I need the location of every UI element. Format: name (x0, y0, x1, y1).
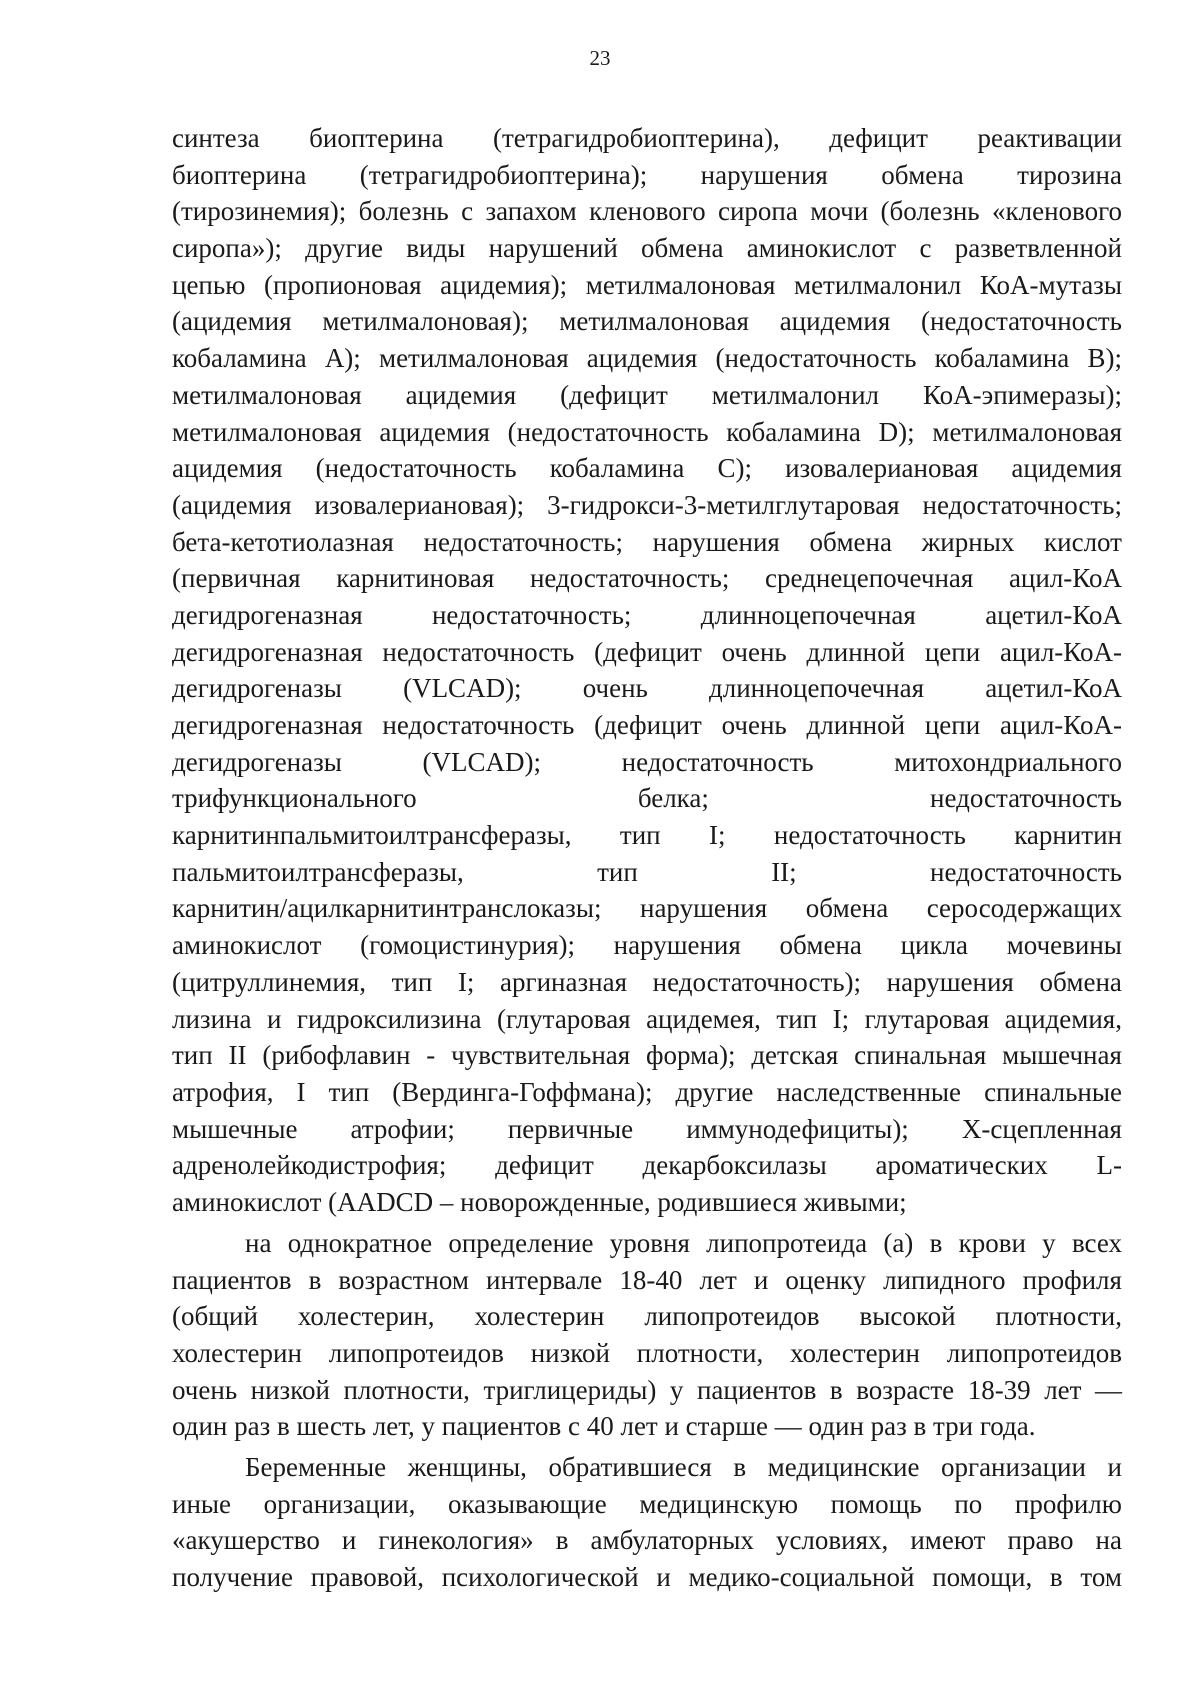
text-line (172, 1111, 1122, 1148)
text-word: недостаточность (621, 746, 814, 777)
text-line: один раз в шесть лет, у пациентов с 40 лет и старше — один раз в три года. (172, 1411, 1036, 1442)
text-word: холестерин (474, 1301, 605, 1332)
text-word: аминокислот (172, 930, 322, 961)
text-word: запахом (485, 196, 577, 227)
text-word: (Вердинга-Гоффмана); (392, 1076, 653, 1107)
text-word: метилмалоновая); (322, 306, 529, 337)
text-line (172, 267, 1122, 304)
text-word: липопротеидов (328, 1338, 504, 1369)
text-word: спинальная (854, 1040, 987, 1071)
text-word: организации (941, 1452, 1086, 1482)
paragraph-1 (172, 120, 1122, 1221)
text-word: обратившиеся (548, 1452, 712, 1482)
text-word: недостаточность (382, 636, 575, 667)
text-line (172, 303, 1122, 340)
text-word: на (1095, 1525, 1122, 1556)
text-word: II (228, 1040, 247, 1071)
text-word: карнитиновая (336, 563, 495, 594)
text-word: метилмалоновая (172, 416, 362, 447)
text-word: атрофии; (350, 1113, 455, 1144)
text-word: адренолейкодистрофия; (172, 1150, 447, 1181)
text-word: обмена (641, 233, 724, 264)
text-word: кобаламина (934, 343, 1070, 374)
text-word: ацил-КоА (1008, 563, 1122, 594)
text-line (172, 1449, 1122, 1486)
text-word: декарбоксилазы (642, 1150, 827, 1181)
text-word: КоА-мутазы (979, 269, 1122, 300)
text-line (172, 487, 1122, 524)
text-word: липопротеида (706, 1228, 868, 1258)
text-line (172, 1001, 1122, 1038)
text-word: ацидемия (379, 416, 490, 447)
text-word: иммунодефициты); (686, 1113, 909, 1144)
text-word: (а) (883, 1228, 914, 1258)
text-word: дегидрогеназная (172, 636, 363, 667)
text-word: (тетрагидробиоптерина), (493, 123, 780, 153)
text-word: обмена (881, 159, 964, 190)
text-word: недостаточность); (652, 966, 862, 997)
text-word: ацил-КоА- (999, 636, 1122, 667)
text-word: право (1007, 1525, 1074, 1556)
text-word: оценку (785, 1264, 867, 1295)
text-word: кислот (1044, 526, 1122, 557)
text-word: (гомоцистинурия); (360, 930, 575, 961)
text-word: амбулаторных (590, 1525, 754, 1556)
text-word: ацидемия (1011, 453, 1122, 484)
text-word: недостаточность (773, 820, 966, 851)
text-word: всех (1071, 1228, 1122, 1258)
text-line (172, 1147, 1122, 1184)
text-word: липопротеидов (946, 1338, 1122, 1369)
text-word: плотности, (995, 1301, 1122, 1332)
text-word: организации, (263, 1488, 416, 1519)
text-word: (дефицит (594, 636, 702, 667)
text-line (172, 230, 1122, 267)
text-line (172, 817, 1122, 854)
text-word: иные (172, 1488, 232, 1519)
text-word: в (555, 1525, 569, 1556)
text-word: на (245, 1228, 272, 1258)
text-word: лет (699, 1264, 737, 1295)
text-line (172, 414, 1122, 451)
text-word: виды (406, 233, 466, 264)
text-line (172, 927, 1122, 964)
text-line (172, 193, 1122, 230)
text-word: спинальные (984, 1076, 1122, 1107)
text-word: в (929, 1228, 943, 1258)
text-word: D); (878, 416, 915, 447)
text-word: сиропа»); (172, 233, 282, 264)
text-word: у (1042, 1228, 1056, 1258)
text-word: плотности, (343, 1374, 470, 1405)
text-word: гинекология» (378, 1525, 534, 1556)
text-word: лет (1044, 1374, 1082, 1405)
text-line (172, 1262, 1122, 1299)
text-word: тип (172, 1040, 213, 1071)
text-word: низкой (250, 1374, 330, 1405)
text-word: условиях, (775, 1525, 889, 1556)
text-word: разветвленной (954, 233, 1122, 264)
text-word: аминокислот (746, 233, 897, 264)
text-word: 18-39 (967, 1374, 1031, 1405)
text-line (172, 1074, 1122, 1111)
text-word: холестерин (790, 1338, 920, 1369)
text-line (172, 854, 1122, 891)
text-word: с (919, 233, 932, 264)
text-word: карнитин (1014, 820, 1122, 851)
text-word: (тирозинемия); (172, 196, 347, 227)
text-word: (недостаточность (921, 306, 1122, 337)
text-word: тип (776, 1003, 818, 1034)
text-word: (рибофлавин (262, 1040, 411, 1071)
text-line (172, 597, 1122, 634)
text-word: «кленового (992, 196, 1122, 227)
text-word: мышечные (172, 1113, 298, 1144)
text-word: (первичная (172, 563, 301, 594)
text-word: дефицит (495, 1150, 594, 1181)
text-word: В); (1087, 343, 1122, 374)
text-word: низкой (530, 1338, 610, 1369)
text-word: реактивации (977, 123, 1122, 153)
text-word: биоптерина (172, 159, 307, 190)
text-word: митохондриального (894, 746, 1122, 777)
text-line (172, 120, 1122, 157)
text-word: (цитруллинемия, (172, 966, 367, 997)
text-word: и (753, 1264, 769, 1295)
text-line (172, 1335, 1122, 1372)
text-word: ацидемия (586, 343, 698, 374)
text-line (172, 157, 1122, 194)
text-word: пациентов (172, 1264, 292, 1295)
text-word: очень (721, 636, 787, 667)
text-word: цепи (924, 710, 981, 740)
text-word: плотности, (636, 1338, 764, 1369)
text-word: ацидемея, (646, 1003, 761, 1034)
text-word: дегидрогеназная (172, 599, 363, 630)
text-word: нарушения (613, 930, 741, 961)
text-word: дегидрогеназы (172, 746, 342, 777)
text-word: недостаточность (930, 856, 1122, 887)
text-word: кленового (589, 196, 706, 227)
text-line (172, 1486, 1122, 1523)
text-word: I; (832, 1003, 850, 1034)
text-word: кобаламина (726, 416, 861, 447)
text-word: помощь (830, 1488, 922, 1519)
text-word: длинноцепочечная (708, 673, 925, 704)
text-word: получение (172, 1562, 294, 1593)
text-word: форма); (646, 1040, 736, 1071)
text-word: Беременные (245, 1452, 387, 1482)
text-word: (дефицит (594, 710, 702, 740)
text-word: ароматических (875, 1150, 1048, 1181)
text-word: ацидемия (405, 379, 517, 410)
text-word: ацидемия); (440, 269, 568, 300)
text-line (172, 450, 1122, 487)
text-line (172, 964, 1122, 1001)
text-word: ацетил-КоА (985, 673, 1122, 704)
text-word: L- (1096, 1150, 1122, 1181)
text-line (172, 670, 1122, 707)
text-word: изовалериановая); (314, 489, 525, 520)
text-word: II; (771, 856, 797, 887)
text-word: ацидемия (172, 453, 283, 484)
text-word: нарушения (700, 159, 828, 190)
text-word: психологической (441, 1562, 639, 1593)
text-word: синтеза (172, 123, 260, 153)
text-word: медико-социальной (688, 1562, 915, 1593)
text-word: чувствительная (451, 1040, 631, 1071)
text-line (172, 524, 1122, 561)
text-word: цепи (924, 636, 981, 667)
paragraph-3 (172, 1449, 1122, 1596)
text-word: недостаточность; (431, 599, 632, 630)
text-word: с (461, 196, 474, 227)
text-word: обмена (1039, 966, 1122, 997)
text-word: мочи (810, 196, 869, 227)
text-word: тип (328, 1076, 370, 1107)
text-word: 3-гидрокси-3-метилглутаровая (547, 489, 900, 520)
text-word: однократное (287, 1228, 433, 1258)
text-word: и (266, 1003, 282, 1034)
text-word: обмена (779, 930, 862, 961)
text-word: в (308, 1264, 322, 1295)
text-word: медицинские (767, 1452, 920, 1482)
text-word: - (426, 1040, 436, 1071)
text-word: (VLCAD); (422, 746, 542, 777)
text-line (172, 1559, 1122, 1596)
text-word: (общий (172, 1301, 258, 1332)
text-word: уровня (609, 1228, 690, 1258)
text-word: метилмалоновая (585, 269, 776, 300)
text-word: биоптерина (309, 123, 444, 153)
text-word: длинной (806, 710, 906, 740)
page-number: 23 (589, 46, 611, 70)
text-word: (болезнь (880, 196, 980, 227)
text-word: болезнь (358, 196, 449, 227)
text-word: метилмалоновая (378, 343, 569, 374)
text-word: триглицериды) (483, 1374, 657, 1405)
text-word: (ацидемия (172, 306, 292, 337)
text-word: нарушения (886, 966, 1014, 997)
text-word: пальмитоилтрансферазы, (172, 856, 464, 887)
text-word: очень (172, 1374, 238, 1405)
text-word: I; (457, 966, 475, 997)
text-word: и (341, 1525, 357, 1556)
text-word: кобаламина (549, 453, 685, 484)
text-word: нарушения (652, 526, 780, 557)
text-word: карнитин/ацилкарнитинтранслоказы; (172, 893, 602, 924)
text-word: (недостаточность (507, 416, 709, 447)
text-word: Х-сцепленная (961, 1113, 1122, 1144)
text-line (172, 1298, 1122, 1335)
text-word: нарушения (640, 893, 768, 924)
text-word: наследственные (776, 1076, 962, 1107)
text-word: А); (324, 343, 361, 374)
text-word: ацил-КоА- (999, 710, 1122, 740)
text-word: липопротеидов (644, 1301, 820, 1332)
text-line (172, 744, 1122, 781)
text-word: женщины, (407, 1452, 527, 1482)
text-word: дегидрогеназы (172, 673, 342, 704)
text-word: 18-40 (619, 1264, 683, 1295)
text-word: длинноцепочечная (700, 599, 916, 630)
text-word: холестерин, (297, 1301, 435, 1332)
text-word: дефицит (829, 123, 928, 153)
text-word: (дефицит (560, 379, 668, 410)
text-word: метилмалонил (711, 379, 880, 410)
paragraph-2 (172, 1225, 1122, 1445)
text-word: в (1049, 1562, 1063, 1593)
text-word: (ацидемия (172, 489, 292, 520)
text-word: атрофия, (172, 1076, 274, 1107)
text-word: профиля (1022, 1264, 1122, 1295)
text-line (172, 707, 1122, 744)
text-word: том (1080, 1562, 1122, 1593)
text-word: среднецепочечная (765, 563, 974, 594)
text-word: возрастном (338, 1264, 469, 1295)
text-word: метилмалонил (793, 269, 962, 300)
text-word: высокой (859, 1301, 956, 1332)
text-word: (VLCAD); (403, 673, 522, 704)
text-word: I; (709, 820, 726, 851)
text-word: и (1107, 1452, 1122, 1482)
text-word: оказывающие (447, 1488, 607, 1519)
text-line (172, 377, 1122, 414)
text-word: жирных (921, 526, 1015, 557)
text-word: ацетил-КоА (985, 599, 1122, 630)
text-line: аминокислот (AADCD – новорожденные, родившиеся живыми; (172, 1186, 907, 1217)
text-word: крови (958, 1228, 1026, 1258)
text-word: изовалериановая (785, 453, 979, 484)
text-word: (пропионовая (263, 269, 422, 300)
text-word: нарушений (488, 233, 618, 264)
text-word: метилмалоновая (172, 379, 362, 410)
text-word: С); (717, 453, 752, 484)
text-word: цикла (900, 930, 969, 961)
text-word: цепью (172, 269, 246, 300)
text-word: тип (391, 966, 433, 997)
text-word: (тетрагидробиоптерина); (359, 159, 648, 190)
text-word: дегидрогеназная (172, 710, 363, 740)
text-word: КоА-эпимеразы); (922, 379, 1122, 410)
text-word: трифункционального (172, 783, 417, 814)
text-word: кобаламина (172, 343, 307, 374)
text-word: I (296, 1076, 306, 1107)
text-word: у (669, 1374, 684, 1405)
text-word: в (829, 1374, 843, 1405)
text-word: пациентов (696, 1374, 817, 1405)
text-line (172, 780, 1122, 817)
text-word: возрасте (856, 1374, 955, 1405)
text-word: мочевины (1006, 930, 1122, 961)
text-word: лизина (172, 1003, 252, 1034)
text-word: обмена (805, 893, 889, 924)
text-word: недостаточность (930, 783, 1122, 814)
text-line (172, 634, 1122, 671)
text-word: ацидемия (779, 306, 891, 337)
text-word: недостаточность; (529, 563, 730, 594)
text-word: тирозина (1017, 159, 1122, 190)
text-word: (глутаровая (497, 1003, 631, 1034)
text-word: обмена (809, 526, 892, 557)
text-word: определение (448, 1228, 594, 1258)
text-word: холестерин (172, 1338, 302, 1369)
text-word: очень (582, 673, 648, 704)
text-word: тип (619, 820, 661, 851)
text-word: недостаточность; (423, 526, 623, 557)
text-word: правовой, (310, 1562, 424, 1593)
text-word: по (954, 1488, 983, 1519)
text-line (172, 890, 1122, 927)
text-word: медицинскую (639, 1488, 798, 1519)
text-word: сиропа (717, 196, 798, 227)
text-word: недостаточность; (922, 489, 1122, 520)
text-word: очень (721, 710, 787, 740)
text-word: серосодержащих (926, 893, 1122, 924)
text-word: помощи, (932, 1562, 1033, 1593)
text-word: имеют (910, 1525, 986, 1556)
text-word: карнитинпальмитоилтрансферазы, (172, 820, 572, 851)
text-word: аргиназная (500, 966, 628, 997)
text-line (172, 1522, 1122, 1559)
text-word: — (1094, 1374, 1122, 1405)
text-word: белка; (637, 783, 709, 814)
text-word: липидного (883, 1264, 1006, 1295)
text-word: интервале (486, 1264, 603, 1295)
text-word: в (733, 1452, 747, 1482)
text-word: и (656, 1562, 671, 1593)
text-word: бета-кетотиолазная (172, 526, 394, 557)
text-word: «акушерство (172, 1525, 320, 1556)
text-word: длинной (806, 636, 906, 667)
text-line (172, 340, 1122, 377)
text-word: гидроксилизина (296, 1003, 482, 1034)
text-word: глутаровая (864, 1003, 990, 1034)
text-line (172, 560, 1122, 597)
text-word: мышечная (1002, 1040, 1122, 1071)
text-word: детская (751, 1040, 839, 1071)
text-word: другие (675, 1076, 754, 1107)
text-word: тип (597, 856, 638, 887)
text-word: метилмалоновая (559, 306, 749, 337)
text-line (172, 1037, 1122, 1074)
text-word: (недостаточность (715, 343, 917, 374)
text-word: другие (305, 233, 383, 264)
text-word: метилмалоновая (932, 416, 1122, 447)
text-line (172, 1225, 1122, 1262)
text-line (172, 1372, 1122, 1409)
text-word: недостаточность (382, 710, 575, 740)
text-word: (недостаточность (315, 453, 517, 484)
text-word: первичные (507, 1113, 634, 1144)
text-word: ацидемия, (1004, 1003, 1122, 1034)
text-word: профилю (1014, 1488, 1122, 1519)
